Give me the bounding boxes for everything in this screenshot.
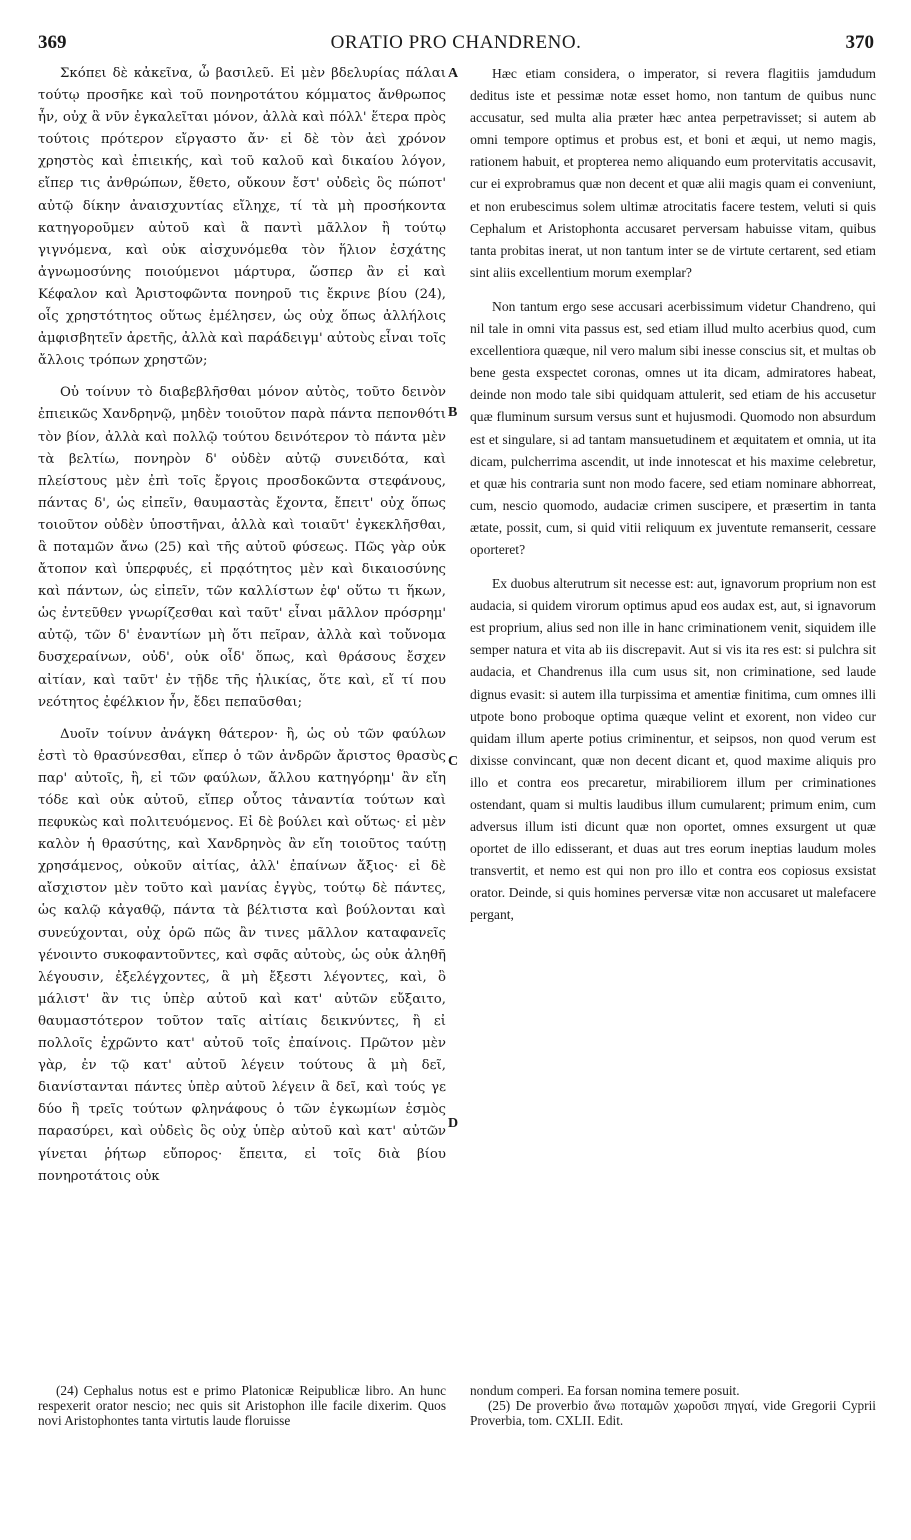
page-number-left: 369	[38, 32, 67, 53]
greek-column	[38, 63, 446, 1363]
section-marker-d: D	[448, 1116, 459, 1131]
latin-column	[470, 63, 876, 1363]
footnote-24: (24) Cephalus notus est e primo Platonicæ Reipublicæ libro. An hunc respexerit orator nescio; nec quis sit Aristophon ille facile dixerim. Quos novi Aristophontes tanta virtutis laude floruisse	[38, 1383, 446, 1428]
section-marker-a: A	[448, 66, 459, 81]
running-title: ORATIO PRO CHANDRENO.	[330, 32, 582, 53]
section-marker-b: B	[448, 405, 458, 420]
latin-paragraph-2: Non tantum ergo sese accusari acerbissimum videtur Chandreno, qui nil tale in omni vita passus est, sed etiam illud multo acerbius quod, cum excellentiora quæque, nil vero malum sibi inesse conscius sit, et multas ob bene gesta exspectet coronas, omnes ut ita dicam, admiratores habeat, deinde non modo tale sibi quidquam attulerit, sed etiam de his accusetur quæ fluminum sursum versus sunt et hujusmodi. Quomodo non absurdum est et singulare, si ad tantam mansuetudinem et æquitatem et omnia, ut ita dicam, pulcherrima ascendit, ut inde innotescat et his maxime celebretur, et quæ his contraria sunt non modo facere, sed etiam nominare abhorreat, cum, nescio quomodo, audaciæ crimen suscipere, et præsertim in tanta ætate, possit, cum, si quid vitii reliquum ex juventute remanserit, cessare oporteret?	[470, 298, 876, 557]
footnote-24-continued: nondum comperi. Ea forsan nomina temere posuit.	[470, 1383, 740, 1398]
footnotes-left	[38, 1383, 446, 1455]
latin-paragraph-1: Hæc etiam considera, o imperator, si revera flagitiis jamdudum deditus iste et pessimæ notæ esset homo, non tantum de quibus nunc accusatur, sed multa alia præter hæc antea perpetravisset; si autem ab omni tempore optimus et probus est, et boni et æqui, ut nemo magis, rationem habuit, et propterea nemo aliquando eum protervitatis accusavit, cur ei exprobramus quæ non decent et quæ alii magis quam ei conveniunt, et non erubescimus solem ultimæ atrocitatis facere testem, veluti si quis Cephalum et Aristophonta accusaret perversam habuisse vitam, quibus tanta probitas inerat, ut non tantum inter se de virtute certarent, sed etiam sint aliis excellentium morum exemplar?	[470, 66, 876, 280]
page-header	[38, 32, 874, 58]
footnotes-right	[470, 1383, 876, 1455]
greek-paragraph-3: Δυοῖν τοίνυν ἀνάγκη θάτερον· ἢ, ὡς οὐ τῶν φαύλων ἐστὶ τὸ θρασύνεσθαι, εἴπερ ὁ τῶν ἀνδρῶν ἄριστος θρασὺς παρ' αὐτοῖς, ἢ, εἰ τῶν φαύλων, ἄλλου κατηγόρημ' ἂν εἴη τόδε καὶ οὐκ αὐτοῦ, εἴπερ οὗτος τἀναντία τούτων καὶ πεφυκὼς καὶ πολιτευόμενος. Εἰ δὲ βούλει καὶ οὕτως· εἰ μὲν καλὸν ἡ θρασύτης, καὶ Χανδρηνὸς ἂν εἴη τοιοῦτος ταύτῃ χρησάμενος, οὐκοῦν αἰτίας, ἀλλ' ἐπαίνων ἄξιος· εἰ δὲ αἴσχιστον μὲν τοῦτο καὶ μανίας ἐγγὺς, τούτῳ δὲ πάντες, ὡς καλῷ κἀγαθῷ, πάντα τὰ βέλτιστα καὶ βούλονται καὶ συνεύχονται, οὐχ ὁρῶ πῶς ἂν τινες μᾶλλον καταφανεῖς γένοιντο συκοφαντοῦντες, καὶ σφᾶς αὐτοὺς, ὡς οὐκ ἀληθῆ λέγουσιν, ἐξελέγχοντες, ἃ μὴ ἔξεστι λέγοντες, καὶ, ὃ μάλιστ' ἂν τις ὑπὲρ αὐτοῦ καὶ κατ' αὐτῶν εὔξαιτο, θαυμαστότερον τοῦτον ταῖς αἰτίαις δεικνύντες, ἢ εἰ πολλοῖς ἐχρῶντο κατ' αὐτοῦ τοῖς ἐπαίνοις. Πρῶτον μὲν γὰρ, ἐν τῷ κατ' αὐτοῦ λέγειν τούτους ἃ μὴ δεῖ, διανίστανται πάντες ὑπὲρ αὐτοῦ λέγειν ἃ δεῖ, καὶ τούς γε δύο ἢ τρεῖς τούτων φληνάφους ὁ τῶν ἐγκωμίων ἑσμὸς παρασύρει, καὶ οὐδεὶς ὃς οὐχ ὑπὲρ αὐτοῦ καὶ κατ' αὐτῶν γίνεται ῥήτωρ εὔπορος· ἔπειτα, εἰ τοῖς διὰ βίου πονηροτάτοις οὐκ	[38, 726, 446, 1184]
page-number-right: 370	[845, 32, 874, 53]
section-marker-c: C	[448, 754, 459, 769]
greek-paragraph-1: Σκόπει δὲ κἀκεῖνα, ὦ βασιλεῦ. Εἰ μὲν βδελυρίας πάλαι τούτῳ προσῆκε καὶ τοῦ πονηροτάτου κόμματος ἄνθρωπος ἦν, οὐχ ἃ νῦν ἐγκαλεῖται μόνον, ἀλλὰ καὶ πόλλ' ἕτερα πρὸς τούτοις πρότερον εἴργαστο ἄν· εἰ δὲ τὸν ἀεὶ χρόνον χρηστὸς καὶ ἐπιεικής, καὶ τοῦ καλοῦ καὶ δικαίου λόγον, εἴπερ τις ἀνθρώπων, ἔθετο, οὔκουν ἔστ' οὐδεὶς ὃς πώποτ' αὐτῷ δίκην ἀναισχυντίας εἴληχε, τί τὰ μὴ προσήκοντα κατηγοροῦμεν αὐτοῦ καὶ ἃ παντὶ μᾶλλον ἢ τούτῳ γιγνόμενα, καὶ οὐκ αἰσχυνόμεθα τὸν ἥλιον ἐσχάτης ἀγνωμοσύνης ποιούμενοι μάρτυρα, ὥσπερ ἂν εἰ καὶ Κέφαλον καὶ Ἀριστοφῶντα πονηροῦ τις ἔκρινε βίου (24), οἷς χρηστότητος οὕτως ἐμέλησεν, ὡς οὐχ ὅπως ἀλλήλοις ἀμφισβητεῖν ἀρετῆς, ἀλλὰ καὶ παράδειγμ' αὐτοὺς εἶναι τοῖς ἄλλοις τρόπων χρηστῶν;	[38, 66, 446, 369]
latin-paragraph-3: Ex duobus alterutrum sit necesse est: aut, ignavorum proprium non est audacia, si quidem virorum optimus apud eos audax est, aut, si ignavorum est proprium, alius sed non ille in hanc criminationem venit, siquidem ille semper natura et vita ab iis discrepavit. Aut si vis ita res est: si pulchra sit audacia, et Chandrenus illa cum usus sit, non criminatione, sed laude dignus evasit: si autem illa turpissima et amentiæ finitima, cum omnes illi utpote bono proboque optima quæque velint et exorent, non video cur quidam illum aperte potius criminentur, et seipsos, non quod verum est dixisse convincant, quæ non decent dicant et, quod maxime aliquis pro illo et contra eos precaretur, mirabiliorem illum per criminationes ostendant, quam si multis laudibus illum cumularent; primum enim, cum adversus illum isti dicunt quæ non oportet, omnes exsurgent ut quæ oportet de illo edisserant, et duas aut tres eorum ineptias laudum moles transvertit, et nemo est qui non pro illo et contra eos copiosus exsistat orator. Deinde, si quis homines perversæ vitæ non accusaret ut malefacere pergant,	[470, 576, 876, 923]
footnote-25: (25) De proverbio ἄνω ποταμῶν χωροῦσι πηγαί, vide Gregorii Cyprii Proverbia, tom. CXLII. Edit.	[470, 1398, 876, 1428]
greek-paragraph-2: Οὐ τοίνυν τὸ διαβεβλῆσθαι μόνον αὐτὸς, τοῦτο δεινὸν ἐπιεικῶς Χανδρηνῷ, μηδὲν τοιοῦτον παρὰ πάντα πεπονθότι τὸν βίον, ἀλλὰ καὶ πολλῷ τούτου δεινότερον τὸ πάντα μὲν τὰ βελτίω, πονηρὸν δ' οὐδὲν αὐτῷ συνειδότα, καὶ πλείστους μὲν ἐπὶ τοῖς ἔργοις προσδοκῶντα στεφάνους, πάντας δ', ὡς εἰπεῖν, θαυμαστὰς ἔχοντα, ἔπειτ' οὐχ ὅπως τοιοῦτον οὐδὲν ὑποστῆναι, ἀλλὰ καὶ τοιαῦτ' ἐγκεκλῆσθαι, ἃ ποταμῶν ἄνω (25) καὶ τῆς αὐτοῦ φύσεως. Πῶς γὰρ οὐκ ἄτοπον καὶ ὑπερφυές, εἰ πρᾳότητος μὲν καὶ δικαιοσύνης καὶ πάντων, ὡς εἰπεῖν, τῶν καλλίστων ἐφ' οὕτω τι ἥκων, ὡς ἐντεῦθεν γνωρίζεσθαι καὶ ταῦτ' εἶναι μᾶλλον πρόσρημ' αὐτῷ, τῶν δ' ἐναντίων μὴ ὅτι πεῖραν, ἀλλὰ καὶ τοὔνομα δυσχεραίνων, οὐδ', οὐκ οἶδ' ὅπως, καὶ θράσους ἔσχεν αἰτίαν, καὶ ταῦτ' ἐν τῇδε τῆς ἡλικίας, ὅτε καὶ, εἴ τί που νεότητος ἐφέλκιον ἦν, ἔδει πεπαῦσθαι;	[38, 385, 446, 710]
